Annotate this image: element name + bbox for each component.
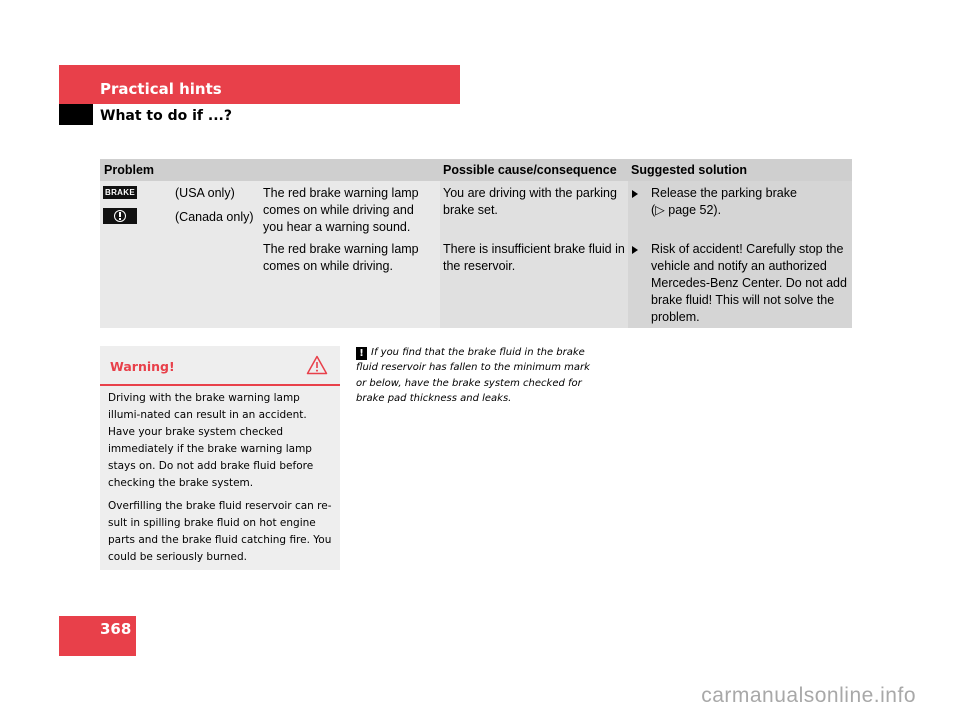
cause-cell-2: There is insufficient brake fluid in the reservoir.: [443, 242, 625, 273]
region-canada: (Canada only): [175, 210, 254, 224]
page-number: 368: [100, 620, 132, 638]
troubleshooting-table: [100, 159, 852, 328]
column-header-solution: Suggested solution: [631, 163, 747, 177]
warning-paragraph-1: Driving with the brake warning lamp illumi-nated can result in an accident. Have your brake system checked immediately if the brake warning lamp stays on. Do not add brake fluid before checking the brake system.: [108, 392, 314, 489]
column-header-problem: Problem: [104, 163, 155, 177]
warning-paragraph-2: Overfilling the brake fluid reservoir can re-sult in spilling brake fluid on hot engine parts and the brake fluid catching fire. You could be seriously burned.: [108, 500, 332, 563]
region-usa: (USA only): [175, 186, 235, 200]
solution-cell-1-line2: (▷ page 52).: [651, 203, 722, 217]
solution-cell-1-line1: Release the parking brake: [651, 186, 797, 200]
bullet-arrow-icon: [632, 246, 638, 254]
column-header-cause: Possible cause/consequence: [443, 163, 617, 177]
bullet-arrow-icon: [632, 190, 638, 198]
note-text: If you find that the brake fluid in the brake fluid reservoir has fallen to the minimum mark or below, have the brake system checked for brake pad thickness and leaks.: [356, 347, 590, 404]
brake-warning-icon: BRAKE: [103, 186, 137, 199]
watermark: carmanualsonline.info: [701, 684, 916, 707]
warning-divider: [100, 384, 340, 386]
warning-box: [100, 346, 340, 570]
cause-cell-1: You are driving with the parking brake set.: [443, 186, 617, 217]
note-block: [356, 345, 601, 406]
problem-cell-1: The red brake warning lamp comes on while driving and you hear a warning sound.: [263, 186, 419, 234]
brake-circle-icon: [103, 208, 137, 224]
subtitle-marker: [59, 104, 93, 125]
problem-cell-2: The red brake warning lamp comes on while driving.: [263, 242, 419, 273]
table-header-row: [100, 159, 852, 181]
solution-cell-2: Risk of accident! Carefully stop the vehicle and notify an authorized Mercedes-Benz Center. Do not add brake fluid! This will not solve the problem.: [651, 242, 847, 324]
warning-triangle-icon: [306, 355, 328, 375]
section-title: Practical hints: [100, 80, 222, 98]
exclamation-icon: !: [356, 347, 367, 360]
page-subtitle: What to do if ...?: [100, 108, 232, 124]
warning-title: Warning!: [110, 359, 175, 374]
